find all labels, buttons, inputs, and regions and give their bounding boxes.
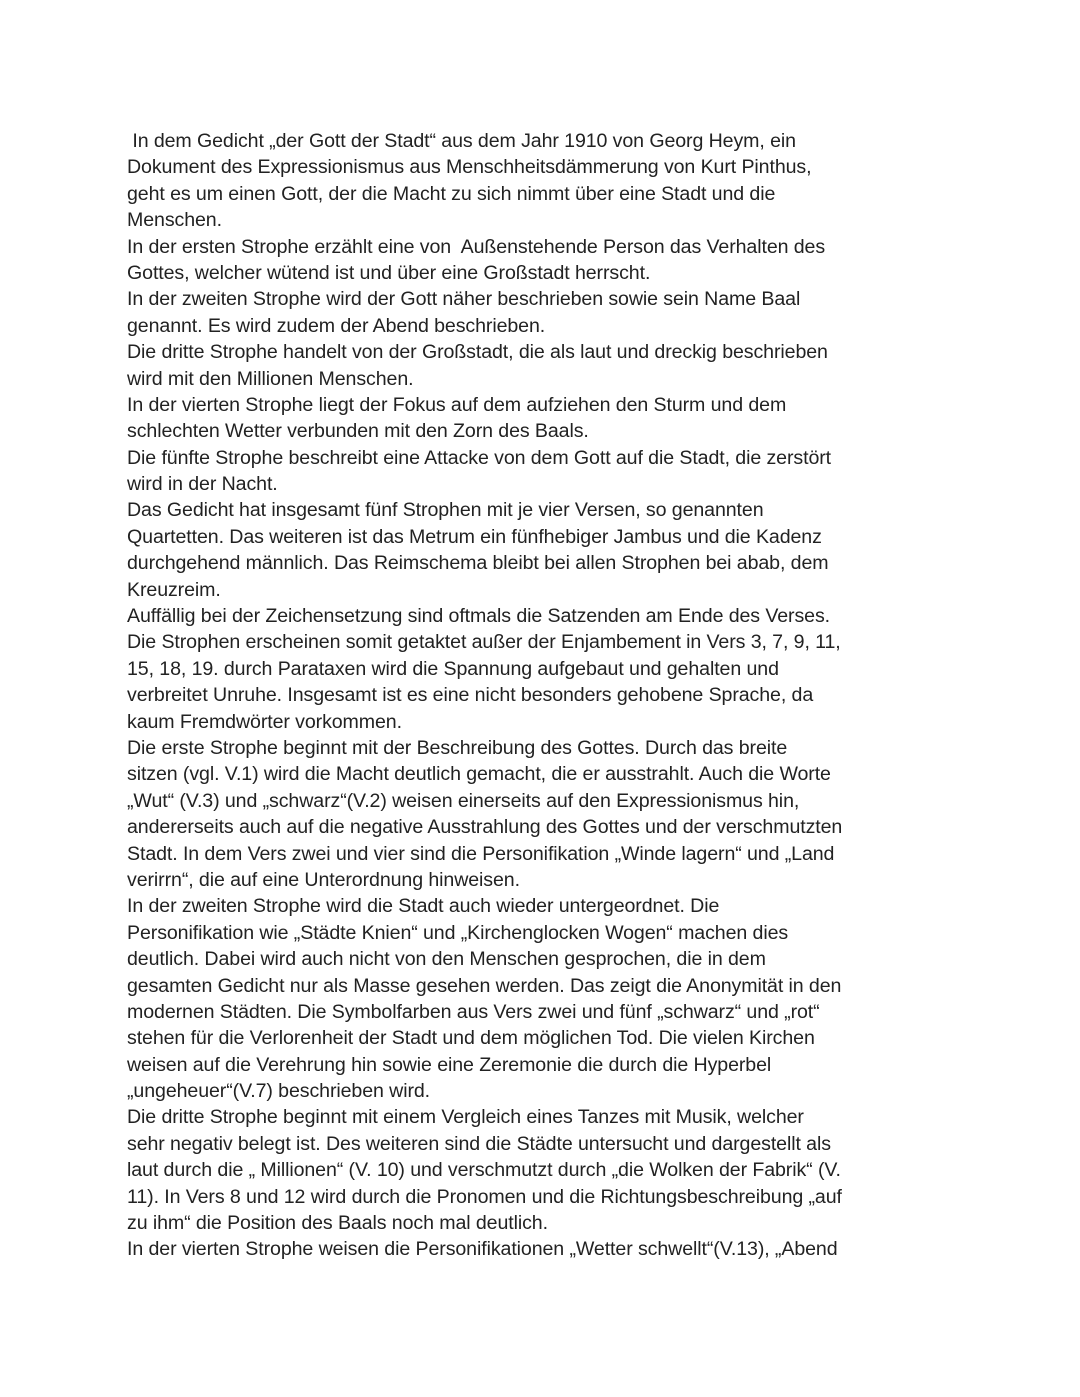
text-line: Die dritte Strophe beginnt mit einem Vergleich eines Tanzes mit Musik, welcher [127, 1106, 804, 1129]
text-line: schlechten Wetter verbunden mit den Zorn des Baals. [127, 420, 589, 443]
text-line: Die Strophen erscheinen somit getaktet außer der Enjambement in Vers 3, 7, 9, 11, [127, 631, 841, 654]
text-line: In der zweiten Strophe wird die Stadt auch wieder untergeordnet. Die [127, 895, 720, 918]
text-line: Die dritte Strophe handelt von der Großstadt, die als laut und dreckig beschrieben [127, 341, 828, 364]
text-line: stehen für die Verlorenheit der Stadt und dem möglichen Tod. Die vielen Kirchen [127, 1027, 815, 1050]
text-line: durchgehend männlich. Das Reimschema bleibt bei allen Strophen bei abab, dem [127, 552, 829, 575]
text-line: deutlich. Dabei wird auch nicht von den Menschen gesprochen, die in dem [127, 948, 766, 971]
text-line: verirrn“, die auf eine Unterordnung hinweisen. [127, 868, 520, 891]
text-line: Stadt. In dem Vers zwei und vier sind die Personifikation „Winde lagern“ und „Land [127, 842, 835, 865]
text-line: wird mit den Millionen Menschen. [127, 367, 414, 390]
text-line: Personifikation wie „Städte Knien“ und „Kirchenglocken Wogen“ machen dies [127, 921, 789, 944]
text-line: Das Gedicht hat insgesamt fünf Strophen mit je vier Versen, so genannten [127, 499, 764, 522]
text-line: In der vierten Strophe weisen die Personifikationen „Wetter schwellt“(V.13), „Abend [127, 1238, 838, 1261]
text-line: Quartetten. Das weiteren ist das Metrum ein fünfhebiger Jambus und die Kadenz [127, 525, 822, 548]
text-line: modernen Städten. Die Symbolfarben aus Vers zwei und fünf „schwarz“ und „rot“ [127, 1000, 820, 1023]
text-line: 11). In Vers 8 und 12 wird durch die Pronomen und die Richtungsbeschreibung „auf [127, 1185, 842, 1208]
text-line: 15, 18, 19. durch Parataxen wird die Spannung aufgebaut und gehalten und [127, 657, 779, 680]
text-line: Dokument des Expressionismus aus Menschheitsdämmerung von Kurt Pinthus, [127, 156, 812, 179]
text-line: Die fünfte Strophe beschreibt eine Attacke von dem Gott auf die Stadt, die zerstört [127, 446, 832, 469]
text-line: Die erste Strophe beginnt mit der Beschreibung des Gottes. Durch das breite [127, 736, 788, 759]
text-line: In der zweiten Strophe wird der Gott näher beschrieben sowie sein Name Baal [127, 288, 801, 311]
text-line: sitzen (vgl. V.1) wird die Macht deutlich gemacht, die er ausstrahlt. Auch die Worte [127, 763, 831, 786]
text-line: „Wut“ (V.3) und „schwarz“(V.2) weisen einerseits auf den Expressionismus hin, [127, 789, 800, 812]
text-line: wird in der Nacht. [127, 473, 278, 496]
text-line: „ungeheuer“(V.7) beschrieben wird. [127, 1080, 431, 1103]
text-line: Kreuzreim. [127, 578, 221, 601]
text-line: kaum Fremdwörter vorkommen. [127, 710, 402, 733]
text-line: geht es um einen Gott, der die Macht zu sich nimmt über eine Stadt und die [127, 182, 776, 205]
text-line: Gottes, welcher wütend ist und über eine Großstadt herrscht. [127, 261, 651, 284]
text-line: Auffällig bei der Zeichensetzung sind oftmals die Satzenden am Ende des Verses. [127, 605, 830, 628]
text-line: In dem Gedicht „der Gott der Stadt“ aus dem Jahr 1910 von Georg Heym, ein [127, 130, 796, 152]
text-line: laut durch die „ Millionen“ (V. 10) und verschmutzt durch „die Wolken der Fabrik“ (V. [127, 1159, 841, 1182]
text-line: verbreitet Unruhe. Insgesamt ist es eine nicht besonders gehobene Sprache, da [127, 684, 814, 707]
text-line: genannt. Es wird zudem der Abend beschrieben. [127, 314, 546, 337]
essay-text [127, 128, 967, 1263]
text-line: gesamten Gedicht nur als Masse gesehen werden. Das zeigt die Anonymität in den [127, 974, 842, 997]
text-line: In der ersten Strophe erzählt eine von Außenstehende Person das Verhalten des [127, 235, 826, 258]
text-line: In der vierten Strophe liegt der Fokus auf dem aufziehen den Sturm und dem [127, 393, 787, 416]
text-line: andererseits auch auf die negative Ausstrahlung des Gottes und der verschmutzten [127, 816, 843, 839]
text-line: weisen auf die Verehrung hin sowie eine Zeremonie die durch die Hyperbel [127, 1053, 772, 1076]
text-line: zu ihm“ die Position des Baals noch mal deutlich. [127, 1212, 548, 1235]
text-line: sehr negativ belegt ist. Des weiteren sind die Städte untersucht und dargestellt als [127, 1132, 831, 1155]
text-line: Menschen. [127, 209, 222, 232]
